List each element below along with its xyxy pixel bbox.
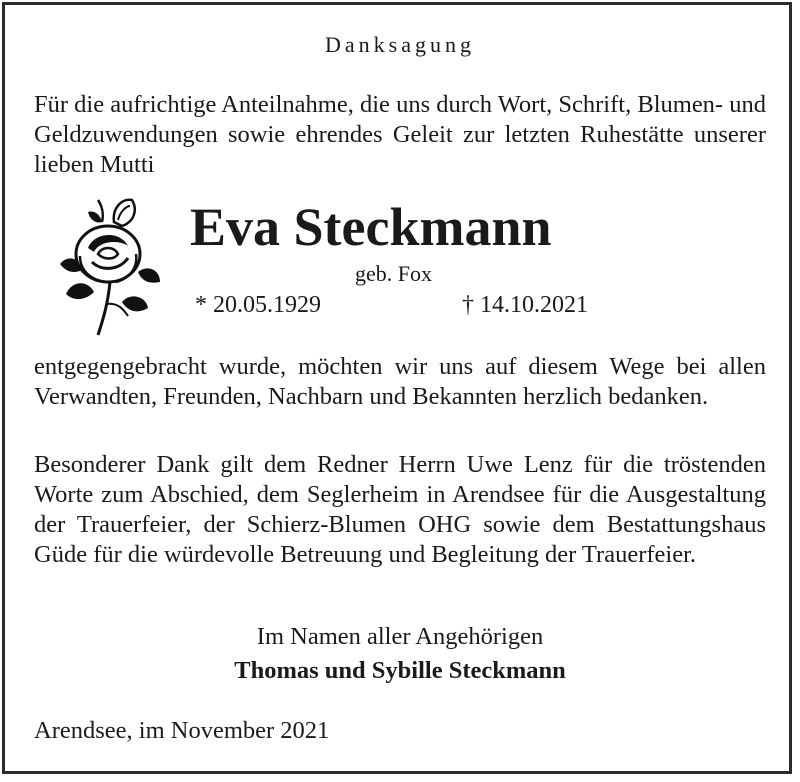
thanks-paragraph: entgegengebracht wurde, möchten wir uns auf diesem Wege bei allen Verwandten, Freunden, Nachbarn und Bekannten herzlich bedanken. [34, 353, 766, 410]
special-thanks-paragraph: Besonderer Dank gilt dem Redner Herrn Uwe Lenz für die tröstenden Worte zum Abschied, dem Seglerheim in Arendsee für die Ausgestaltung der Trauerfeier, der Schierz-Blumen OHG sowie dem Bestattungshaus Güde für die würdevolle Betreuung und Begleitung der Trauerfeier. [34, 451, 766, 568]
signers: Thomas und Sybille Steckmann [234, 657, 566, 684]
rose-icon [58, 192, 168, 337]
intro-paragraph: Für die aufrichtige Anteilnahme, die uns durch Wort, Schrift, Blumen- und Geldzuwendungen sowie ehrendes Geleit zur letzten Ruhestätte unserer lieben Mutti [34, 91, 766, 178]
on-behalf-line: Im Namen aller Angehörigen [256, 623, 544, 650]
deceased-name: Eva Steckmann [190, 197, 552, 257]
maiden-name: geb. Fox [355, 261, 432, 286]
birth-date: * 20.05.1929 [195, 292, 321, 318]
notice-heading: Danksagung [325, 32, 475, 57]
death-date: † 14.10.2021 [462, 292, 588, 318]
place-date: Arendsee, im November 2021 [34, 717, 330, 744]
